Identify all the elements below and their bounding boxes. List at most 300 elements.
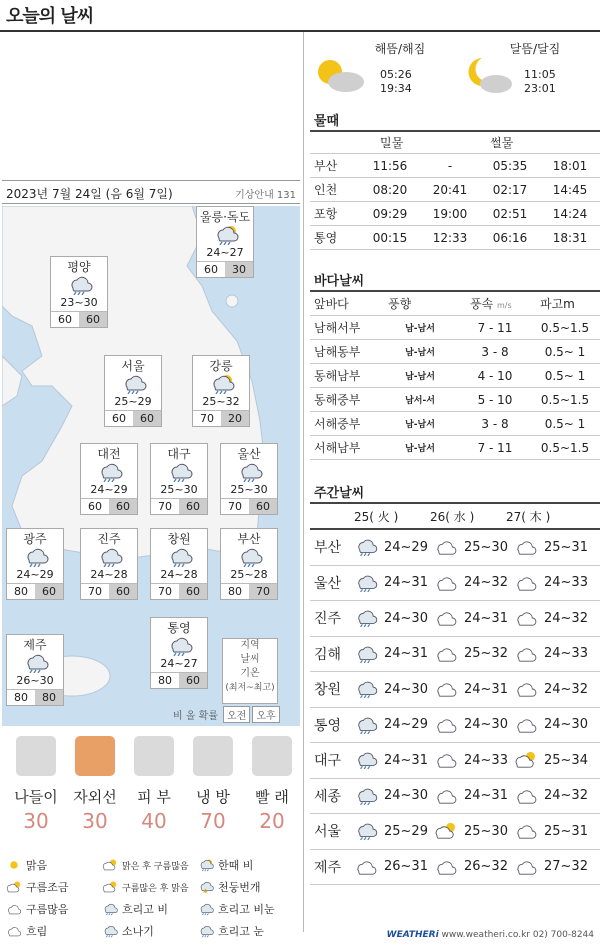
rain-cloud-icon xyxy=(354,609,378,627)
sun-cloud-icon xyxy=(312,54,366,94)
cloud-icon xyxy=(434,858,458,876)
weekly-cell xyxy=(434,574,514,592)
weekly-city: 대구 xyxy=(314,753,342,770)
city-icon xyxy=(167,636,193,656)
weekly-city: 진주 xyxy=(314,611,342,628)
weekly-temp: 24~30 xyxy=(384,788,428,804)
tide-h1: 00:15 xyxy=(372,230,408,245)
sea-header-area: 앞바다 xyxy=(314,297,349,311)
city-icon xyxy=(97,462,123,482)
city-precip-pm: 60 xyxy=(109,583,137,599)
city-temp: 25~28 xyxy=(230,568,268,581)
city-temp: 25~30 xyxy=(160,483,198,496)
sea-speed: 7 - 11 xyxy=(477,320,513,335)
index-label: 빨 래 xyxy=(255,788,289,806)
sea-area: 남해서부 xyxy=(314,321,361,335)
city-card xyxy=(150,443,208,515)
legend-label: 구름조금 xyxy=(26,881,69,894)
sea-speed: 4 - 10 xyxy=(477,368,513,383)
tide-l2: 18:31 xyxy=(552,230,588,245)
moon-icon xyxy=(460,54,514,94)
sea-speed: 3 - 8 xyxy=(481,344,509,359)
sea-header-unit: m/s xyxy=(497,301,512,310)
tide-h2: 19:00 xyxy=(432,206,468,221)
weekly-day-2: 26( 水 ) xyxy=(430,509,475,524)
index-value: 40 xyxy=(141,809,167,833)
index-label: 냉 방 xyxy=(196,788,230,806)
weekly-cell xyxy=(354,609,434,627)
city-name: 광주 xyxy=(23,532,47,546)
sea-dir: 남-남서 xyxy=(405,372,435,382)
index-wind xyxy=(183,736,243,833)
cloud-icon xyxy=(514,645,538,663)
city-temp: 24~27 xyxy=(160,657,198,670)
shower-sun-icon xyxy=(209,374,235,394)
city-precip-pm: 80 xyxy=(35,689,63,705)
sun-cloud-icon xyxy=(514,751,538,769)
sea-speed: 5 - 10 xyxy=(477,392,513,407)
weekly-temp: 24~31 xyxy=(384,646,428,662)
sea-dir: 남서-서 xyxy=(405,396,435,406)
rain-cloud-icon xyxy=(97,462,123,482)
weekly-temp: 24~31 xyxy=(464,610,508,626)
tide-header-low: 썰물 xyxy=(490,136,514,150)
city-icon xyxy=(209,374,235,394)
city-icon xyxy=(237,462,263,482)
tide-h2: - xyxy=(447,158,453,173)
city-name: 창원 xyxy=(167,532,191,546)
tide-header xyxy=(310,132,600,154)
legend-label: 맑은 후 구름많음 xyxy=(122,861,189,872)
weekly-temp: 24~29 xyxy=(384,539,428,555)
tide-title: 물때 xyxy=(310,110,600,132)
weekly-temp: 24~31 xyxy=(464,788,508,804)
city-temp: 24~28 xyxy=(90,568,128,581)
rain-cloud-icon xyxy=(167,462,193,482)
weekly-row xyxy=(310,637,600,673)
sea-row xyxy=(310,364,600,388)
index-value: 30 xyxy=(23,809,49,833)
weekly-city: 창원 xyxy=(314,682,342,699)
weekly-temp: 26~31 xyxy=(384,859,428,875)
city-precip-pm: 60 xyxy=(133,410,161,426)
weekly-row xyxy=(310,743,600,779)
city-precip-am: 70 xyxy=(221,498,249,514)
cloud-icon xyxy=(434,538,458,556)
weekly-cell xyxy=(354,751,434,769)
weekly-cell xyxy=(354,716,434,734)
sun-label: 해뜸/해짐 xyxy=(374,42,426,56)
weekly-cell xyxy=(434,716,514,734)
weekly-temp: 24~32 xyxy=(464,575,508,591)
weekly-temp: 24~30 xyxy=(384,610,428,626)
rain-cloud-icon xyxy=(354,645,378,663)
city-precip-pm: 60 xyxy=(179,672,207,688)
legend-item xyxy=(198,922,264,940)
weekly-cell xyxy=(514,822,594,840)
legend-item xyxy=(102,878,189,896)
legend-item xyxy=(6,900,69,918)
city-card xyxy=(50,256,108,328)
weekly-temp: 25~29 xyxy=(384,823,428,839)
weekly-header xyxy=(310,504,600,530)
city-icon xyxy=(67,275,93,295)
city-name: 울산 xyxy=(237,447,261,461)
legend-weather: 날씨 xyxy=(240,654,260,665)
sea-wave: 0.5~ 1 xyxy=(544,368,586,383)
tide-row xyxy=(310,202,600,226)
weekly-temp: 24~31 xyxy=(464,681,508,697)
sunset-time: 19:34 xyxy=(380,82,412,95)
weekly-temp: 24~33 xyxy=(544,575,588,591)
sea-row xyxy=(310,340,600,364)
page-title: 오늘의 날씨 xyxy=(6,6,94,27)
top-rule xyxy=(0,30,600,32)
index-value: 20 xyxy=(259,809,285,833)
weekly-row xyxy=(310,601,600,637)
city-icon xyxy=(97,547,123,567)
sea-header-wave: 파고m xyxy=(540,297,575,311)
legend-item xyxy=(198,878,261,896)
weekly-city: 부산 xyxy=(314,540,342,557)
city-precip-am: 60 xyxy=(81,498,109,514)
city-card xyxy=(150,528,208,600)
city-temp: 24~29 xyxy=(16,568,54,581)
sea-area: 동해남부 xyxy=(314,369,361,383)
tide-place: 통영 xyxy=(314,231,338,245)
city-name: 강릉 xyxy=(209,359,233,373)
rain-cloud-icon xyxy=(354,538,378,556)
city-name: 평양 xyxy=(67,260,91,274)
weekly-cell xyxy=(354,680,434,698)
cloud-icon xyxy=(514,609,538,627)
rain-cloud-icon xyxy=(237,462,263,482)
shower-sun-icon xyxy=(198,857,214,873)
weekly-temp: 26~32 xyxy=(464,859,508,875)
index-label: 피 부 xyxy=(137,788,171,806)
city-precip-pm: 60 xyxy=(35,583,63,599)
weekly-cell xyxy=(514,609,594,627)
city-precip-am: 70 xyxy=(151,498,179,514)
weekly-cell xyxy=(514,538,594,556)
car-icon xyxy=(16,736,56,776)
weekly-cell xyxy=(354,858,434,876)
tide-h2: 20:41 xyxy=(432,182,468,197)
footer-brand: WEATHERi xyxy=(386,930,439,940)
cloud-icon xyxy=(514,787,538,805)
city-precip-am: 60 xyxy=(51,311,79,327)
weekly-rows xyxy=(310,530,600,885)
sea-wave: 0.5~1.5 xyxy=(540,440,590,455)
weekly-row xyxy=(310,566,600,602)
rain-cloud-icon xyxy=(198,923,214,939)
sea-wave: 0.5~ 1 xyxy=(544,416,586,431)
weekly-cell xyxy=(354,645,434,663)
legend-item xyxy=(6,878,69,896)
weekly-cell xyxy=(514,645,594,663)
sea-header-dir: 풍향 xyxy=(388,297,412,311)
sea-dir: 남-남서 xyxy=(405,324,435,334)
info-line: 기상안내 131 xyxy=(235,190,296,201)
cloud-icon xyxy=(6,923,22,939)
tide-h1: 08:20 xyxy=(372,182,408,197)
city-precip-pm: 60 xyxy=(179,498,207,514)
sea-dir: 남-남서 xyxy=(405,444,435,454)
uv-icon xyxy=(75,736,115,776)
index-label: 자외선 xyxy=(73,788,117,806)
weekly-temp: 24~33 xyxy=(464,752,508,768)
weekly-temp: 24~30 xyxy=(384,681,428,697)
weekly-temp: 24~31 xyxy=(384,575,428,591)
city-precip-pm: 70 xyxy=(249,583,277,599)
weekly-cell xyxy=(514,716,594,734)
weekly-temp: 24~31 xyxy=(384,752,428,768)
cloud-icon xyxy=(514,574,538,592)
tide-l2: 14:45 xyxy=(552,182,588,197)
precip-pm-label: 오후 xyxy=(252,706,279,723)
legend-label: 흐리고 눈 xyxy=(218,925,265,938)
city-precip-pm: 60 xyxy=(79,311,107,327)
city-precip-am: 60 xyxy=(197,261,225,277)
tide-h2: 12:33 xyxy=(432,230,468,245)
sea-area: 동해중부 xyxy=(314,393,361,407)
rain-cloud-icon xyxy=(354,680,378,698)
moonrise-time: 11:05 xyxy=(524,68,556,81)
sea-section xyxy=(310,270,600,460)
city-precip-pm: 20 xyxy=(221,410,249,426)
legend-label: 흐리고 비 xyxy=(122,903,169,916)
weekly-cell xyxy=(354,538,434,556)
sea-row xyxy=(310,412,600,436)
sea-header-speed: 풍속 xyxy=(470,297,494,311)
city-name: 서울 xyxy=(121,359,145,373)
legend-item xyxy=(6,856,47,874)
tide-row xyxy=(310,178,600,202)
city-precip-am: 70 xyxy=(193,410,221,426)
weekly-cell xyxy=(434,680,514,698)
footer-text: www.weatheri.co.kr 02) 700-8244 xyxy=(441,930,594,940)
weekly-day-3: 27( 木 ) xyxy=(506,509,551,524)
legend-label: 소나기 xyxy=(122,925,154,938)
sun-cloud-icon xyxy=(6,879,22,895)
moonset-time: 23:01 xyxy=(524,82,556,95)
cloud-icon xyxy=(514,858,538,876)
legend-range: (최저~최고) xyxy=(225,683,275,693)
city-precip-pm: 30 xyxy=(225,261,253,277)
weekly-temp: 24~29 xyxy=(384,717,428,733)
rain-cloud-icon xyxy=(198,901,214,917)
cloud-icon xyxy=(514,680,538,698)
map-legend-box xyxy=(222,638,278,704)
cloud-icon xyxy=(434,716,458,734)
rain-cloud-icon xyxy=(354,787,378,805)
city-icon xyxy=(23,653,49,673)
city-card xyxy=(6,528,64,600)
sea-header xyxy=(310,292,600,316)
weekly-temp: 24~32 xyxy=(544,610,588,626)
weekly-row xyxy=(310,530,600,566)
weekly-cell xyxy=(354,574,434,592)
precip-legend xyxy=(168,706,280,723)
weekly-cell xyxy=(514,751,594,769)
city-card xyxy=(196,206,254,278)
index-face xyxy=(124,736,184,833)
sea-row xyxy=(310,388,600,412)
index-label: 나들이 xyxy=(14,788,58,806)
precip-am-label: 오전 xyxy=(223,706,250,723)
date-text: 2023년 7월 24일 (음 6월 7일) xyxy=(6,187,173,201)
weekly-cell xyxy=(434,787,514,805)
weekly-temp: 24~30 xyxy=(544,717,588,733)
face-icon xyxy=(134,736,174,776)
legend-item xyxy=(198,856,253,874)
cloud-icon xyxy=(434,787,458,805)
city-temp: 24~29 xyxy=(90,483,128,496)
tide-place: 부산 xyxy=(314,159,338,173)
city-precip-am: 60 xyxy=(105,410,133,426)
legend-temp: 기온 xyxy=(240,668,260,679)
legend-label: 구름많음 xyxy=(26,903,69,916)
sea-area: 남해동부 xyxy=(314,345,361,359)
rain-cloud-icon xyxy=(354,751,378,769)
tide-header-high: 밀물 xyxy=(380,136,404,150)
cloud-icon xyxy=(6,901,22,917)
rain-cloud-icon xyxy=(102,901,118,917)
legend-label: 맑음 xyxy=(26,859,48,872)
weekly-row xyxy=(310,779,600,815)
city-icon xyxy=(121,374,147,394)
tide-l1: 06:16 xyxy=(492,230,528,245)
sun-cloud-icon xyxy=(102,879,118,895)
cloud-icon xyxy=(354,858,378,876)
city-precip-pm: 60 xyxy=(109,498,137,514)
weekly-row xyxy=(310,850,600,886)
city-card xyxy=(80,528,138,600)
city-name: 부산 xyxy=(237,532,261,546)
tide-section xyxy=(310,110,600,250)
weekly-cell xyxy=(434,858,514,876)
weekly-cell xyxy=(434,822,514,840)
weekly-day-1: 25( 火 ) xyxy=(354,509,399,524)
sea-wave: 0.5~ 1 xyxy=(544,344,586,359)
city-temp: 25~32 xyxy=(202,395,240,408)
cloud-icon xyxy=(514,822,538,840)
legend-item xyxy=(102,856,189,874)
city-card xyxy=(220,443,278,515)
city-card xyxy=(150,617,208,689)
legend-label: 천둥번개 xyxy=(218,881,261,894)
city-temp: 25~29 xyxy=(114,395,152,408)
weekly-cell xyxy=(354,787,434,805)
city-precip-am: 80 xyxy=(7,689,35,705)
index-uv xyxy=(65,736,125,833)
weekly-city: 서울 xyxy=(314,824,342,841)
rain-cloud-icon xyxy=(121,374,147,394)
weekly-temp: 25~32 xyxy=(464,646,508,662)
sea-area: 서해남부 xyxy=(314,441,361,455)
weekly-cell xyxy=(354,822,434,840)
city-temp: 25~30 xyxy=(230,483,268,496)
tide-l1: 02:17 xyxy=(492,182,528,197)
cloud-icon xyxy=(514,538,538,556)
city-name: 제주 xyxy=(23,638,47,652)
weekly-temp: 24~32 xyxy=(544,788,588,804)
city-card xyxy=(104,355,162,427)
weekly-temp: 24~30 xyxy=(464,717,508,733)
tide-l1: 05:35 xyxy=(492,158,528,173)
weekly-city: 통영 xyxy=(314,717,342,734)
sea-row xyxy=(310,316,600,340)
city-card xyxy=(80,443,138,515)
weekly-temp: 24~32 xyxy=(544,681,588,697)
tide-l1: 02:51 xyxy=(492,206,528,221)
legend-item xyxy=(198,900,275,918)
city-icon xyxy=(167,547,193,567)
tide-row xyxy=(310,154,600,178)
rain-cloud-icon xyxy=(354,716,378,734)
moon-label: 달뜸/달짐 xyxy=(509,42,561,56)
rain-cloud-icon xyxy=(23,547,49,567)
weekly-title: 주간날씨 xyxy=(310,482,600,504)
tide-h1: 11:56 xyxy=(372,158,408,173)
tide-h1: 09:29 xyxy=(372,206,408,221)
column-divider xyxy=(303,32,304,932)
sunrise-time: 05:26 xyxy=(380,68,412,81)
date-bar xyxy=(2,180,300,204)
sea-title: 바다날씨 xyxy=(310,270,600,292)
sun-moon-panel xyxy=(310,38,600,108)
city-name: 대구 xyxy=(167,447,191,461)
weekly-cell xyxy=(434,751,514,769)
city-precip-am: 80 xyxy=(221,583,249,599)
city-card xyxy=(192,355,250,427)
city-temp: 24~28 xyxy=(160,568,198,581)
rain-cloud-icon xyxy=(102,923,118,939)
weekly-city: 울산 xyxy=(314,575,342,592)
city-temp: 26~30 xyxy=(16,674,54,687)
footer xyxy=(387,930,594,940)
city-icon xyxy=(167,462,193,482)
cloud-icon xyxy=(434,680,458,698)
city-precip-am: 80 xyxy=(7,583,35,599)
rain-cloud-icon xyxy=(237,547,263,567)
cloud-icon xyxy=(434,574,458,592)
tide-place: 포항 xyxy=(314,207,338,221)
legend-label: 한때 비 xyxy=(218,859,254,872)
sea-area: 서해중부 xyxy=(314,417,361,431)
weekly-cell xyxy=(514,574,594,592)
tide-rows xyxy=(310,154,600,250)
city-icon xyxy=(237,547,263,567)
index-value: 30 xyxy=(82,809,108,833)
tide-row xyxy=(310,226,600,250)
rain-cloud-icon xyxy=(97,547,123,567)
cloud-icon xyxy=(434,645,458,663)
city-precip-pm: 60 xyxy=(249,498,277,514)
weekly-cell xyxy=(434,609,514,627)
index-shirt xyxy=(242,736,302,833)
sun-cloud-icon xyxy=(102,857,118,873)
sea-dir: 남-남서 xyxy=(405,348,435,358)
tide-place: 인천 xyxy=(314,183,338,197)
legend-item xyxy=(102,922,154,940)
cloud-icon xyxy=(434,751,458,769)
rain-cloud-icon xyxy=(23,653,49,673)
sea-row xyxy=(310,436,600,460)
weekly-cell xyxy=(514,787,594,805)
precip-label: 비 올 확률 xyxy=(173,711,218,722)
legend-label: 흐리고 비눈 xyxy=(218,903,275,916)
